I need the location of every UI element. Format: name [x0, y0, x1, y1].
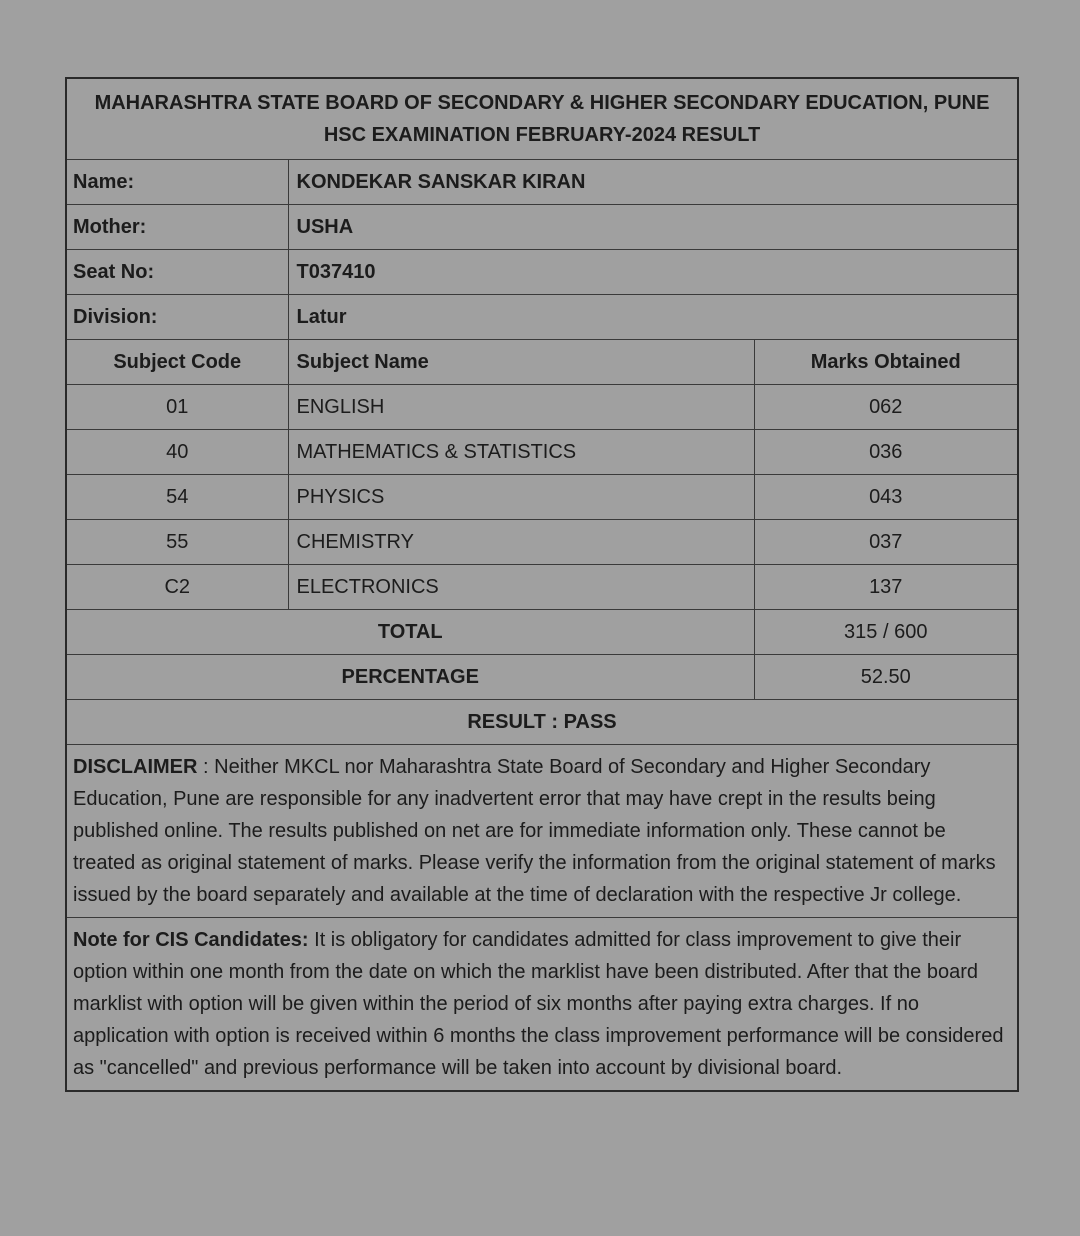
percentage-label: PERCENTAGE [66, 655, 754, 700]
subject-code-header: Subject Code [66, 340, 288, 385]
table-row [66, 565, 1018, 610]
subject-code: 40 [66, 430, 288, 475]
header-row [66, 78, 1018, 160]
board-header [66, 78, 1018, 160]
mother-value: USHA [288, 205, 1018, 250]
board-title: MAHARASHTRA STATE BOARD OF SECONDARY & HIGHER SECONDARY EDUCATION, PUNE [94, 92, 990, 114]
table-row [66, 520, 1018, 565]
subject-code: 01 [66, 385, 288, 430]
percentage-value: 52.50 [754, 655, 1018, 700]
name-value: KONDEKAR SANSKAR KIRAN [288, 160, 1018, 205]
disclaimer-row [66, 745, 1018, 918]
division-value: Latur [288, 295, 1018, 340]
subject-marks: 036 [754, 430, 1018, 475]
result-status: RESULT : PASS [66, 700, 1018, 745]
note-row [66, 918, 1018, 1092]
subject-name-header: Subject Name [288, 340, 754, 385]
total-label: TOTAL [66, 610, 754, 655]
division-row [66, 295, 1018, 340]
subject-marks: 037 [754, 520, 1018, 565]
note-title: Note for CIS Candidates: [73, 929, 309, 951]
division-label: Division: [66, 295, 288, 340]
table-row [66, 430, 1018, 475]
subject-name: CHEMISTRY [288, 520, 754, 565]
column-header-row [66, 340, 1018, 385]
subject-code: C2 [66, 565, 288, 610]
mother-row [66, 205, 1018, 250]
exam-title: HSC EXAMINATION FEBRUARY-2024 RESULT [323, 124, 761, 146]
percentage-row [66, 655, 1018, 700]
disclaimer-title: DISCLAIMER [73, 756, 198, 778]
name-row [66, 160, 1018, 205]
subject-name: ENGLISH [288, 385, 754, 430]
subject-name: PHYSICS [288, 475, 754, 520]
total-row [66, 610, 1018, 655]
disclaimer [66, 745, 1018, 918]
cis-note [66, 918, 1018, 1092]
total-value: 315 / 600 [754, 610, 1018, 655]
subject-marks: 137 [754, 565, 1018, 610]
seat-value: T037410 [288, 250, 1018, 295]
disclaimer-text: : Neither MKCL nor Maharashtra State Board of Secondary and Higher Secondary Education, Pune are responsible for any inadvertent error that may have crept in the results being published online. The results published on net are for immediate information only. These cannot be treated as original statement of marks. Please verify the information from the original statement of marks issued by the board separately and available at the time of declaration with the respective Jr college. [73, 756, 996, 906]
seat-row [66, 250, 1018, 295]
note-text: It is obligatory for candidates admitted for class improvement to give their option within one month from the date on which the marklist have been distributed. After that the board marklist with option will be given within the period of six months after paying extra charges. If no application with option is received within 6 months the class improvement performance will be considered as "cancelled" and previous performance will be taken into account by divisional board. [73, 929, 1004, 1079]
mother-label: Mother: [66, 205, 288, 250]
subject-name: MATHEMATICS & STATISTICS [288, 430, 754, 475]
result-row [66, 700, 1018, 745]
subject-code: 55 [66, 520, 288, 565]
subject-code: 54 [66, 475, 288, 520]
result-table [65, 77, 1019, 1092]
subject-name: ELECTRONICS [288, 565, 754, 610]
name-label: Name: [66, 160, 288, 205]
table-row [66, 475, 1018, 520]
table-row [66, 385, 1018, 430]
subject-marks: 043 [754, 475, 1018, 520]
subject-marks: 062 [754, 385, 1018, 430]
marks-header: Marks Obtained [754, 340, 1018, 385]
seat-label: Seat No: [66, 250, 288, 295]
